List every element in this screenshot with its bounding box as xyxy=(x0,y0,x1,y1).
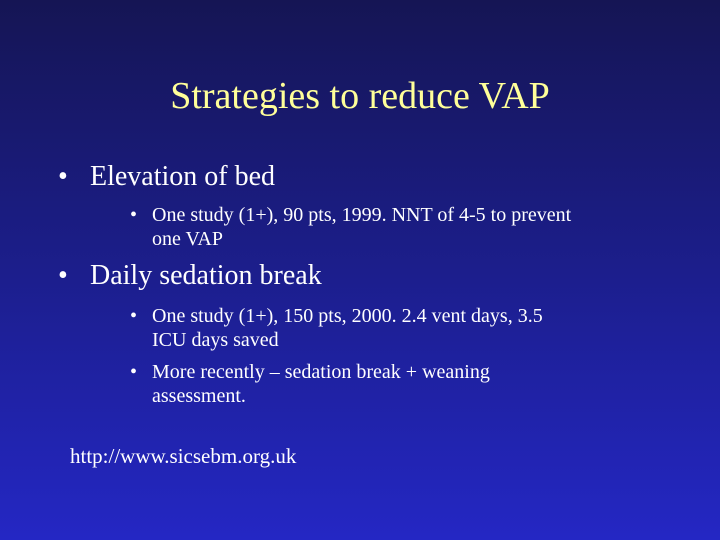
bullet-icon: • xyxy=(58,161,68,192)
slide-title: Strategies to reduce VAP xyxy=(170,75,550,117)
sub-bullet-line: One study (1+), 90 pts, 1999. NNT of 4-5 to prevent xyxy=(152,204,572,226)
bullet-icon: • xyxy=(130,305,138,327)
section-elevation-of-bed xyxy=(58,160,275,194)
section-daily-sedation-break xyxy=(58,259,322,293)
bullet-icon: • xyxy=(58,260,68,291)
bullet-icon: • xyxy=(130,204,138,226)
section-heading: Elevation of bed xyxy=(90,161,276,192)
website-link[interactable]: http://www.sicsebm.org.uk xyxy=(70,444,297,468)
sub-bullet-item xyxy=(130,360,670,408)
sub-bullet-line: More recently – sedation break + weaning xyxy=(152,361,490,383)
sub-bullet-line: one VAP xyxy=(152,228,223,250)
bullet-icon: • xyxy=(130,361,138,383)
sub-bullet-item xyxy=(130,304,670,352)
sub-bullet-item xyxy=(130,203,670,251)
sub-bullet-line: One study (1+), 150 pts, 2000. 2.4 vent days, 3.5 xyxy=(152,305,543,327)
section-heading: Daily sedation break xyxy=(90,260,322,291)
sub-bullet-line: ICU days saved xyxy=(152,329,279,351)
sub-bullet-line: assessment. xyxy=(152,385,246,407)
